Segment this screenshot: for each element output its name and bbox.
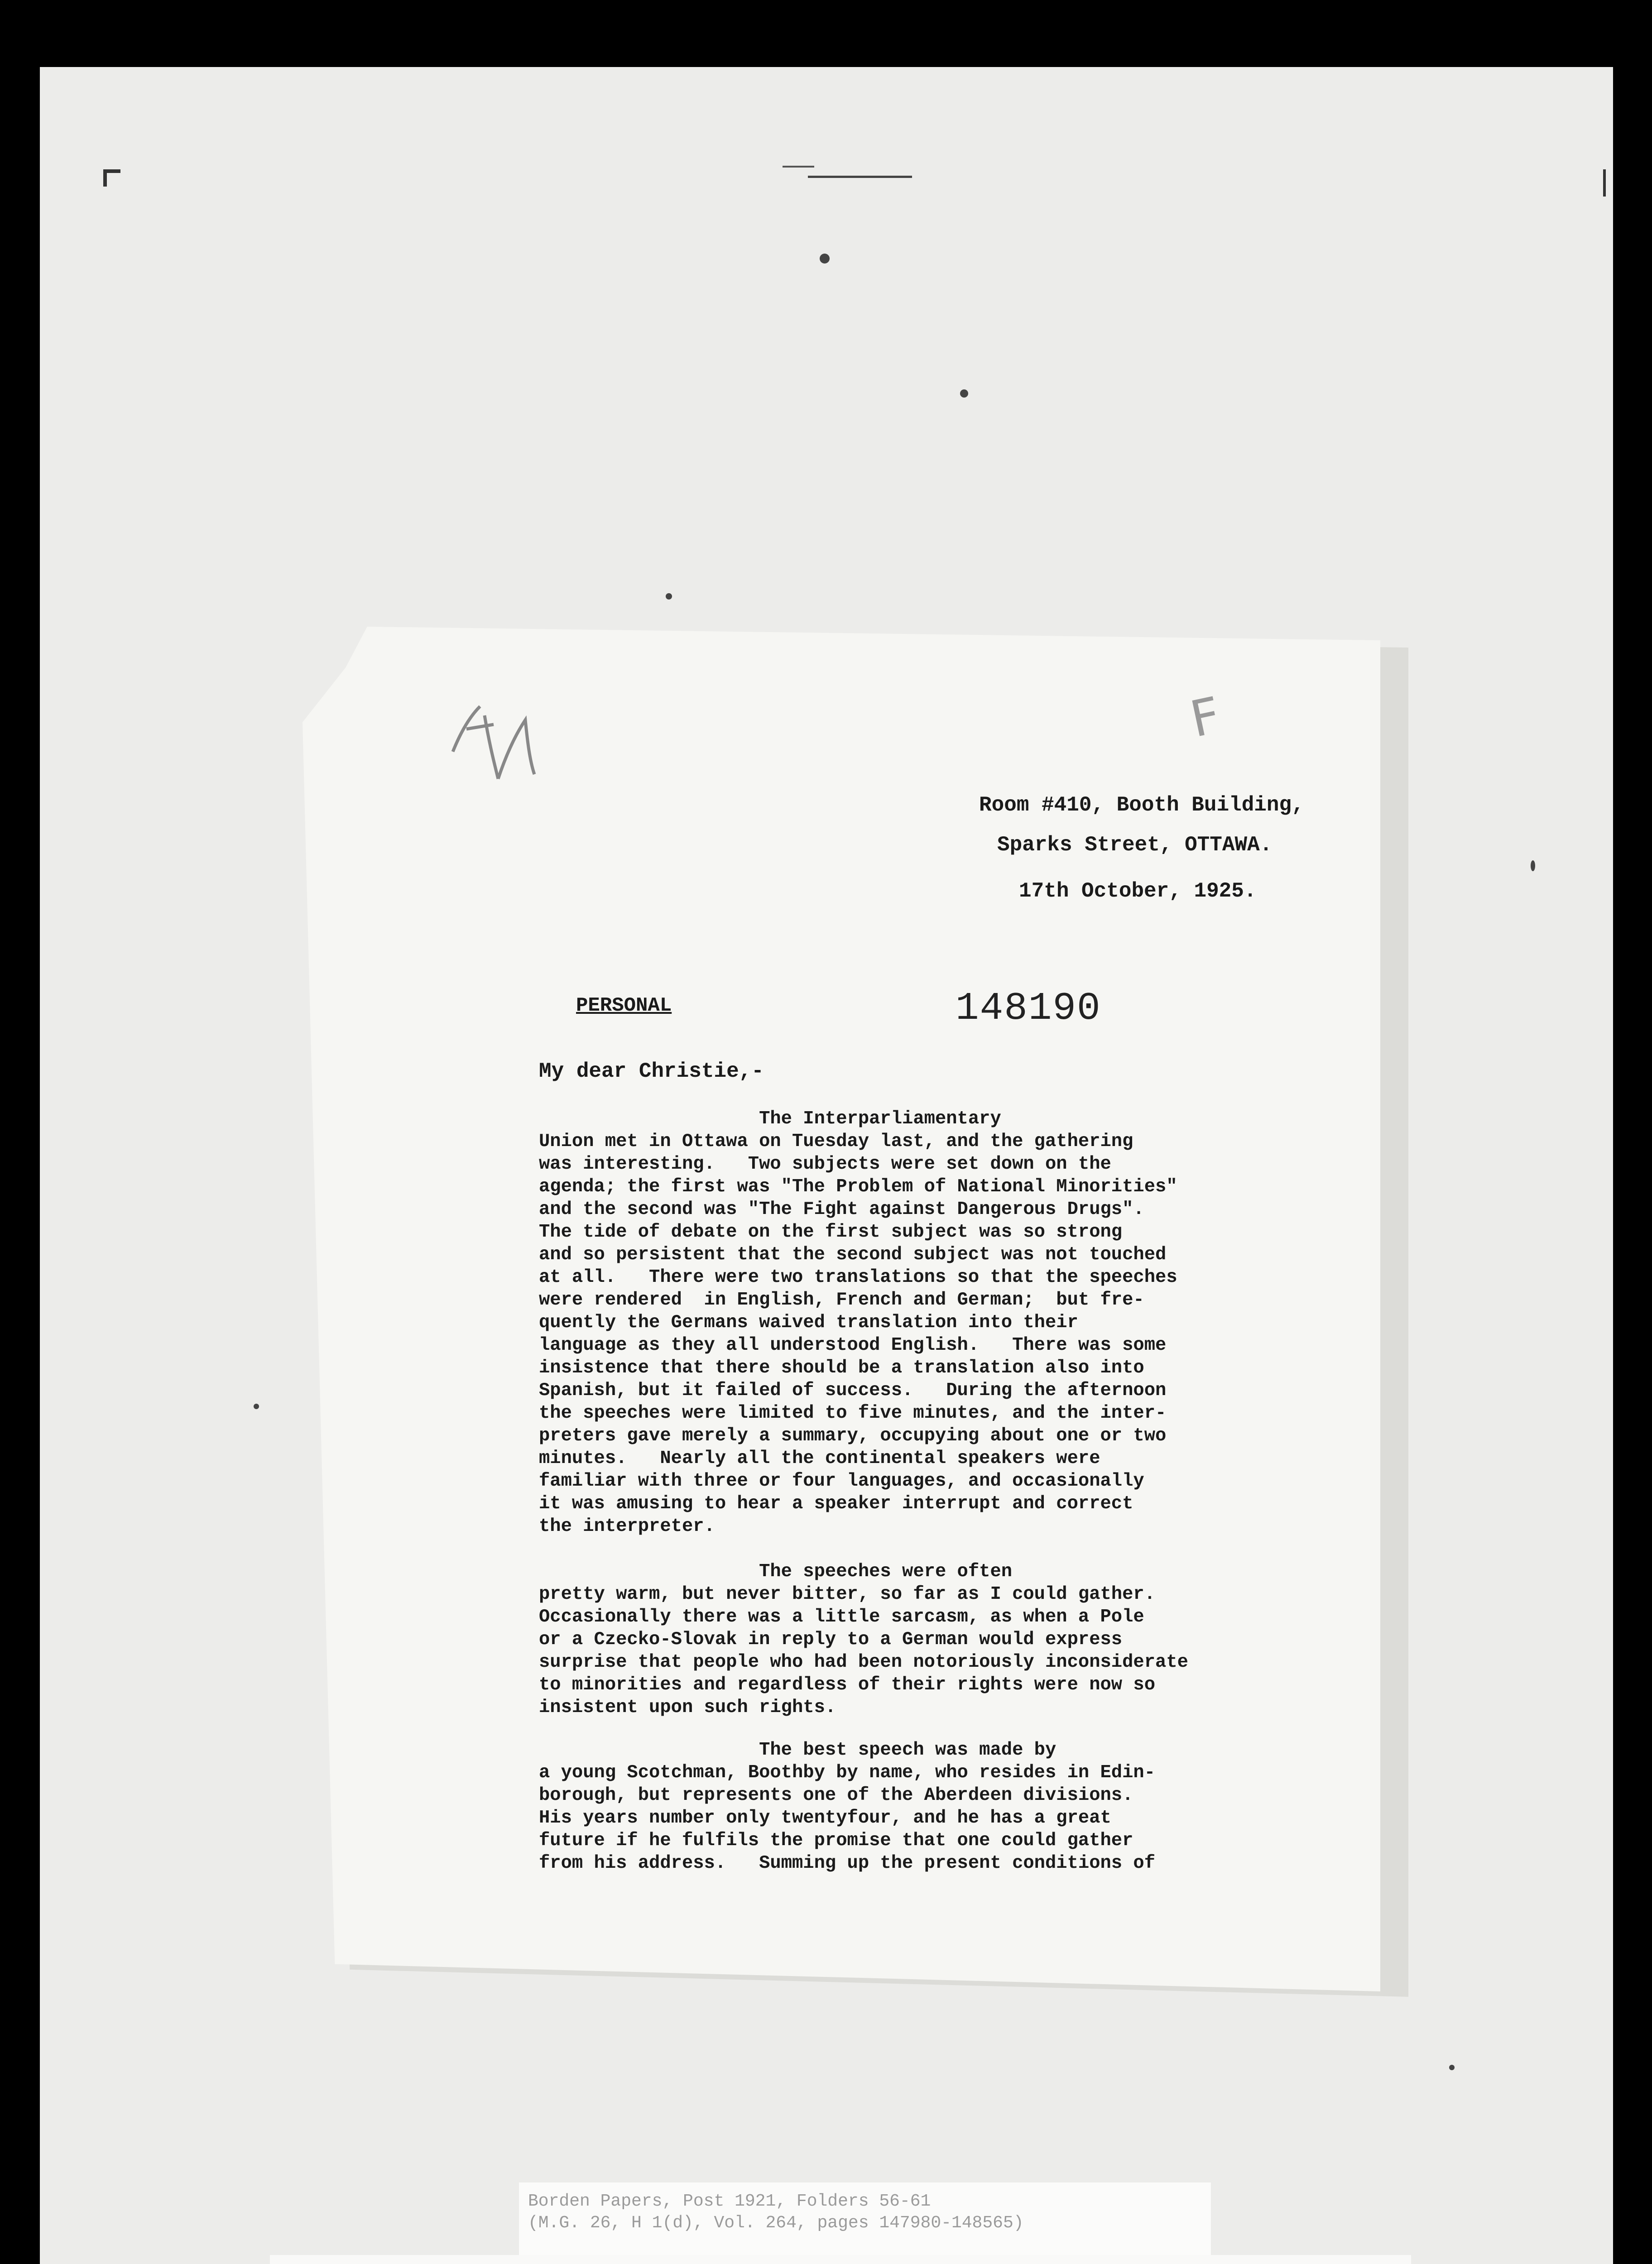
film-speck xyxy=(666,593,672,600)
reference-line-1: Borden Papers, Post 1921, Folders 56-61 xyxy=(528,2192,931,2211)
film-speck xyxy=(1531,860,1535,871)
archive-reference-label xyxy=(519,2182,1211,2260)
film-speck xyxy=(1449,2065,1455,2070)
frame-top-mark xyxy=(808,176,912,178)
salutation: My dear Christie,- xyxy=(539,1060,764,1083)
frame-corner-mark xyxy=(1603,169,1606,197)
frame-top-mark xyxy=(783,166,814,168)
film-speck xyxy=(254,1404,259,1409)
film-speck xyxy=(960,389,968,398)
handwritten-initials-icon xyxy=(439,688,548,797)
letter-paragraph-1: The Interparliamentary Union met in Ottawa on Tuesday last, and the gathering was interesting. Two subjects were set down on the agenda; the first was "The Problem of National Minorities" and the second was "The Fight against Dangerous Drugs". The tide of debate on the first subject was so strong and so persistent that the second subject was not touched at all. There were two translations so that the speeches were rendered in English, French and German; but fre- quently the Germans waived translation into their language as they all understood English. There was some insistence that there should be a translation also into Spanish, but it failed of success. During the afternoon the speeches were limited to five minutes, and the inter- preters gave merely a summary, occupying about one or two minutes. Nearly all the continental speakers were familiar with three or four languages, and occasionally it was amusing to hear a speaker interrupt and correct the interpreter. xyxy=(539,1108,1177,1537)
frame-corner-mark xyxy=(103,169,120,187)
reference-line-2: (M.G. 26, H 1(d), Vol. 264, pages 147980-148565) xyxy=(528,2213,1024,2233)
archive-card xyxy=(270,2255,1411,2264)
letter-date: 17th October, 1925. xyxy=(1019,879,1257,903)
film-speck xyxy=(820,254,830,264)
address-line-1: Room #410, Booth Building, xyxy=(979,793,1304,817)
handwritten-corner-mark: F xyxy=(1185,686,1225,749)
document-number: 148190 xyxy=(956,986,1101,1031)
address-line-2: Sparks Street, OTTAWA. xyxy=(997,833,1273,857)
letter-paragraph-2: The speeches were often pretty warm, but never bitter, so far as I could gather. Occasionally there was a little sarcasm, as when a Pole or a Czecko-Slovak in reply to a German would express surprise that people who had been notoriously inconsiderate to minorities and regardless of their rights were now so insistent upon such rights. xyxy=(539,1561,1188,1718)
personal-marking: PERSONAL xyxy=(576,994,672,1017)
letter-paragraph-3: The best speech was made by a young Scotchman, Boothby by name, who resides in Edin- borough, but represents one of the Aberdeen divisions. His years number only twentyfour, and he has a great future if he fulfils the promise that one could gather from his address. Summing up the present conditions of xyxy=(539,1740,1156,1874)
